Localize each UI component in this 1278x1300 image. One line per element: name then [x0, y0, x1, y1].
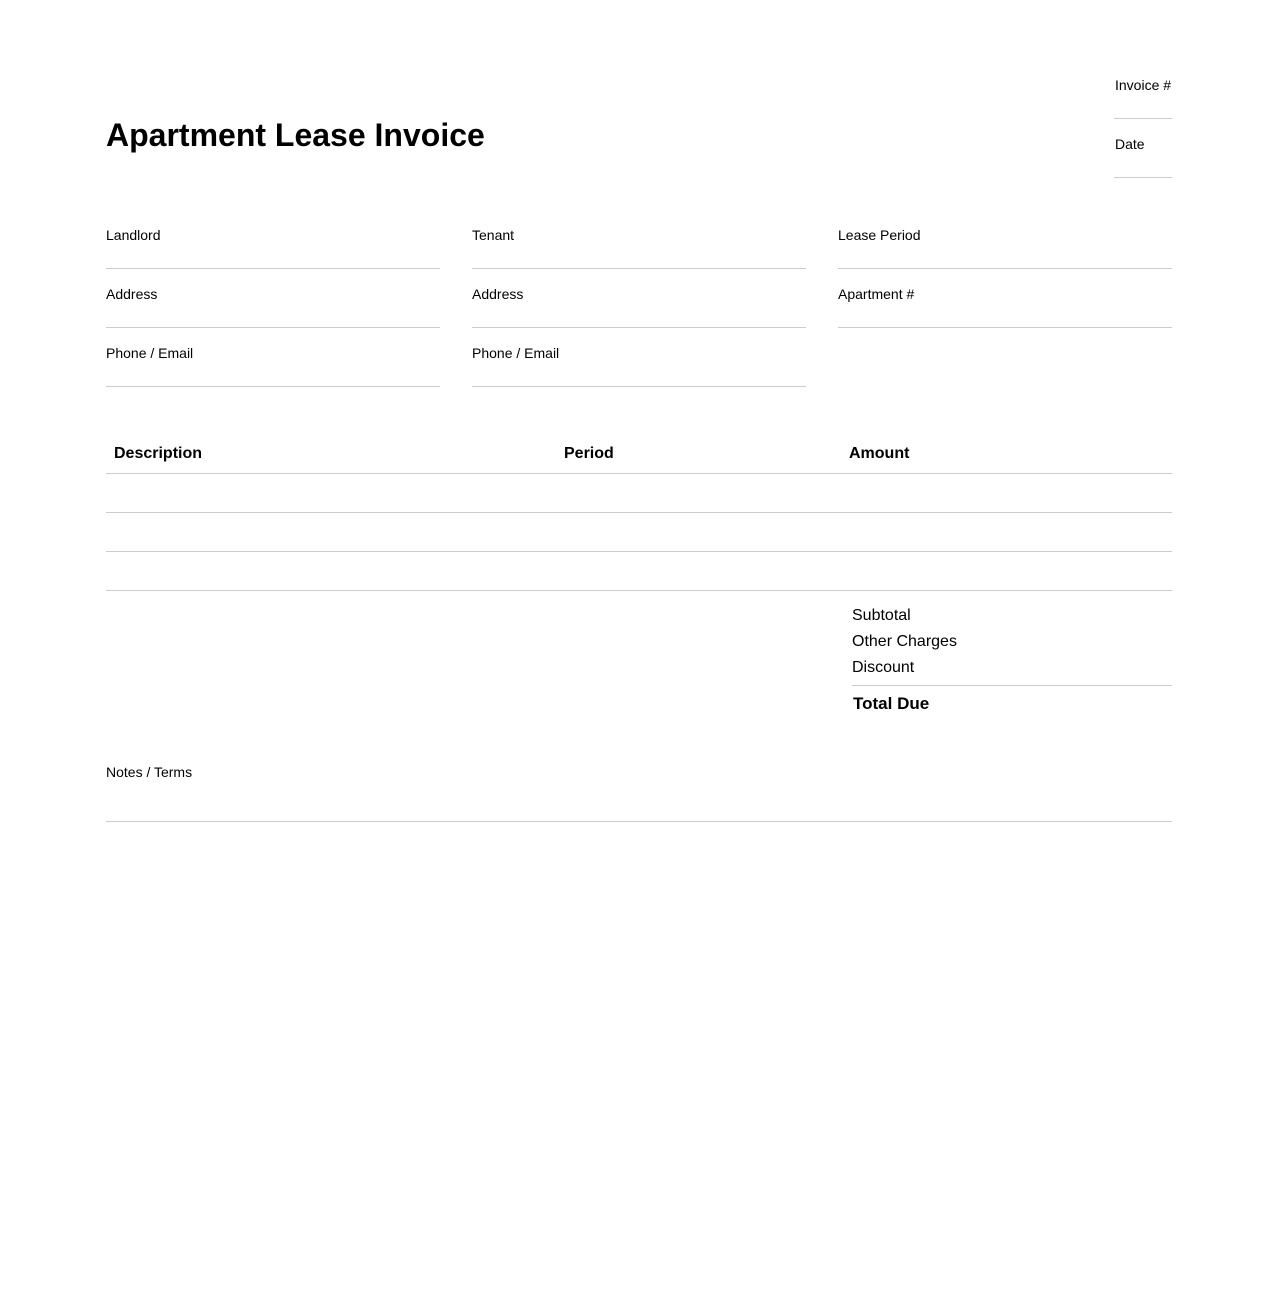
landlord-contact-field[interactable] — [106, 386, 440, 387]
date-field[interactable] — [1114, 177, 1172, 178]
column-header-description: Description — [114, 445, 203, 462]
tenant-field[interactable] — [472, 268, 806, 269]
page-title: Apartment Lease Invoice — [106, 117, 485, 153]
tenant-address-field[interactable] — [472, 327, 806, 328]
date-label: Date — [1115, 136, 1145, 152]
invoice-number-field[interactable] — [1114, 118, 1172, 119]
tenant-address-label: Address — [472, 286, 524, 302]
tenant-label: Tenant — [472, 227, 515, 243]
lease-period-field[interactable] — [838, 268, 1172, 269]
invoice-number-label: Invoice # — [1115, 77, 1172, 93]
landlord-address-field[interactable] — [106, 327, 440, 328]
discount-label: Discount — [852, 659, 915, 676]
landlord-label: Landlord — [106, 227, 161, 243]
tenant-contact-label: Phone / Email — [472, 345, 560, 361]
column-header-period: Period — [564, 445, 614, 462]
landlord-contact-label: Phone / Email — [106, 345, 194, 361]
tenant-contact-field[interactable] — [472, 386, 806, 387]
landlord-field[interactable] — [106, 268, 440, 269]
other-charges-label: Other Charges — [852, 633, 957, 650]
apartment-number-label: Apartment # — [838, 286, 915, 302]
column-header-amount: Amount — [849, 445, 910, 462]
totals-divider — [852, 685, 1172, 686]
landlord-address-label: Address — [106, 286, 158, 302]
table-row[interactable] — [106, 590, 1172, 591]
notes-label: Notes / Terms — [106, 764, 193, 780]
table-row[interactable] — [106, 512, 1172, 513]
notes-field[interactable] — [106, 821, 1172, 822]
lease-period-label: Lease Period — [838, 227, 921, 243]
subtotal-label: Subtotal — [852, 607, 911, 624]
total-due-label: Total Due — [853, 694, 930, 713]
table-header-divider — [106, 473, 1172, 474]
apartment-number-field[interactable] — [838, 327, 1172, 328]
table-row[interactable] — [106, 551, 1172, 552]
